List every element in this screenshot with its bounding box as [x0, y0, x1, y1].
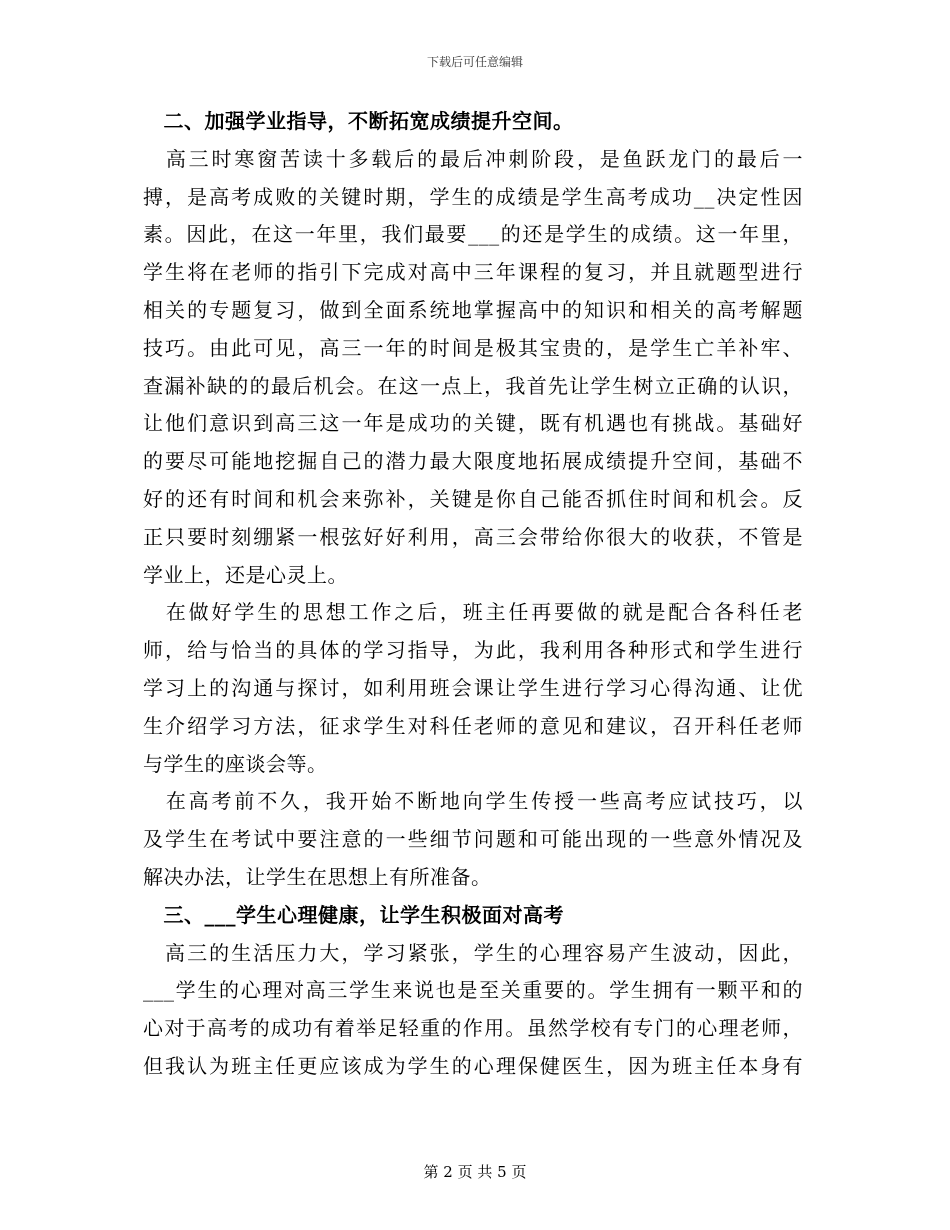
paragraph-line: 让他们意识到高三这一年是成功的关键，既有机遇也有挑战。基础好: [143, 411, 803, 436]
paragraph-line: 学业上，还是心灵上。: [143, 562, 348, 587]
page-number: 第 2 页 共 5 页: [423, 1163, 527, 1181]
paragraph-line: 相关的专题复习，做到全面系统地掌握高中的知识和相关的高考解题: [143, 297, 803, 322]
paragraph-line: 素。因此，在这一年里，我们最要___的还是学生的成绩。这一年里，: [143, 222, 803, 247]
paragraph-line: 的要尽可能地挖掘自己的潜力最大限度地拓展成绩提升空间，基础不: [143, 449, 803, 474]
paragraph-line: 正只要时刻绷紧一根弦好好利用，高三会带给你很大的收获，不管是: [143, 524, 803, 549]
paragraph-line: 心对于高考的成功有着举足轻重的作用。虽然学校有专门的心理老师，: [143, 1016, 803, 1041]
paragraph-line: 技巧。由此可见，高三一年的时间是极其宝贵的，是学生亡羊补牢、: [143, 335, 803, 360]
paragraph-line: 师，给与恰当的具体的学习指导，为此，我利用各种形式和学生进行: [143, 638, 803, 663]
page-header: 下载后可任意编辑: [426, 55, 523, 69]
paragraph-line: 学习上的沟通与探讨，如利用班会课让学生进行学习心得沟通、让优: [143, 675, 803, 700]
paragraph-line: ___学生的心理对高三学生来说也是至关重要的。学生拥有一颗平和的: [143, 978, 803, 1003]
paragraph-line: 解决办法，让学生在思想上有所准备。: [143, 864, 492, 889]
paragraph-line: 与学生的座谈会等。: [143, 751, 328, 776]
document-body: [143, 103, 803, 1086]
paragraph-line: 生介绍学习方法，征求学生对科任老师的意见和建议，召开科任老师: [143, 713, 803, 738]
paragraph-line: 好的还有时间和机会来弥补，关键是你自己能否抓住时间和机会。反: [143, 486, 803, 511]
paragraph-line: 在做好学生的思想工作之后，班主任再要做的就是配合各科任老: [143, 600, 803, 625]
paragraph-line: 及学生在考试中要注意的一些细节问题和可能出现的一些意外情况及: [143, 827, 803, 852]
paragraph-line: 在高考前不久，我开始不断地向学生传授一些高考应试技巧，以: [143, 789, 803, 814]
section-heading-2: 二、加强学业指导，不断拓宽成绩提升空间。: [143, 109, 574, 133]
paragraph-line: 高三时寒窗苦读十多载后的最后冲刺阶段，是鱼跃龙门的最后一: [143, 146, 803, 171]
paragraph-line: 高三的生活压力大，学习紧张，学生的心理容易产生波动，因此，: [143, 940, 803, 965]
paragraph-line: 查漏补缺的的最后机会。在这一点上，我首先让学生树立正确的认识，: [143, 373, 803, 398]
paragraph-line: 学生将在老师的指引下完成对高中三年课程的复习，并且就题型进行: [143, 260, 803, 285]
paragraph-line: 但我认为班主任更应该成为学生的心理保健医生，因为班主任本身有: [143, 1053, 803, 1078]
paragraph-line: 搏，是高考成败的关键时期，学生的成绩是学生高考成功__决定性因: [143, 184, 803, 209]
section-heading-3: 三、___学生心理健康，让学生积极面对高考: [143, 902, 564, 927]
